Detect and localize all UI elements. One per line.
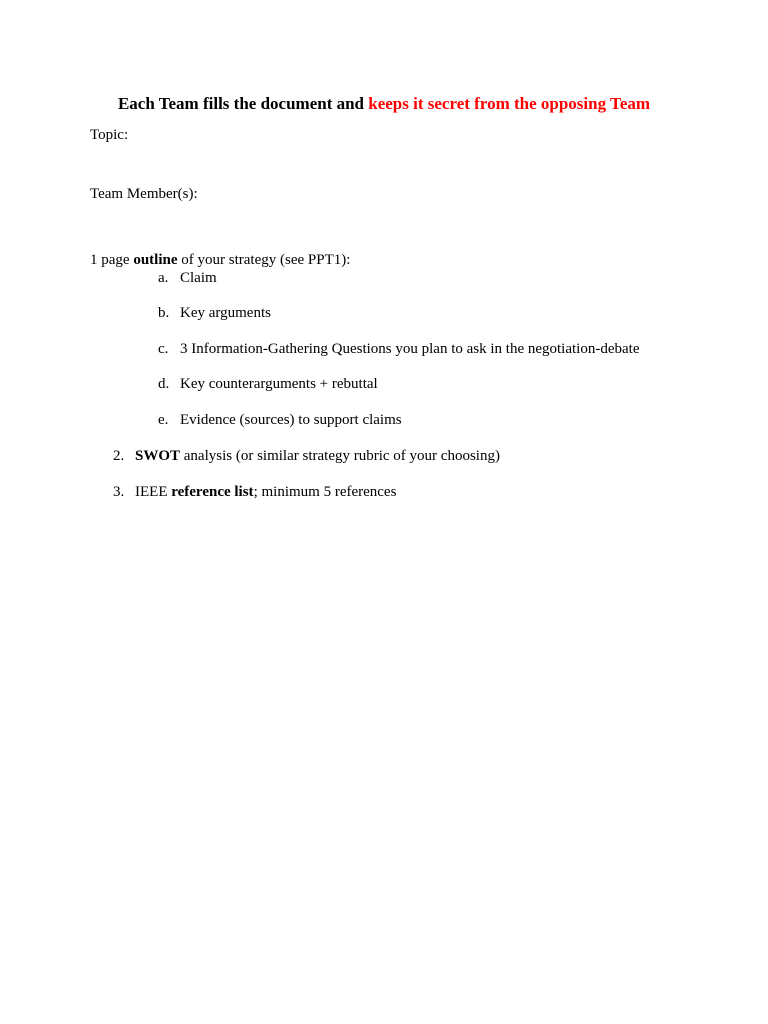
title-prefix: Each Team fills the document and <box>117 94 369 113</box>
list-item-text: 3 Information-Gathering Questions you plan to ask in the negotiation-debate <box>180 341 640 357</box>
list-item-text: Claim <box>180 270 217 286</box>
outline-prefix: 1 page <box>90 252 134 268</box>
outline-heading <box>90 250 350 270</box>
list-marker: 2. <box>113 448 125 464</box>
numbered-item <box>113 482 396 502</box>
outline-bold: outline <box>133 252 178 268</box>
document-title <box>0 92 768 116</box>
title-highlight: keeps it secret from the opposing Team <box>368 94 651 113</box>
list-item-text: Key counterarguments + rebuttal <box>180 376 378 392</box>
item-suffix: ; minimum 5 references <box>253 484 397 500</box>
list-marker: a. <box>158 270 169 286</box>
outline-item <box>158 374 378 394</box>
outline-item <box>158 339 639 359</box>
list-marker: b. <box>158 305 170 321</box>
outline-item <box>158 410 402 430</box>
numbered-item <box>113 446 500 466</box>
outline-item <box>158 268 217 288</box>
list-item-text: Key arguments <box>180 305 271 321</box>
list-marker: 3. <box>113 484 125 500</box>
item-suffix: analysis (or similar strategy rubric of your choosing) <box>180 448 500 464</box>
list-marker: e. <box>158 412 169 428</box>
team-members-label: Team Member(s): <box>90 186 198 202</box>
outline-suffix: of your strategy (see PPT1): <box>177 252 351 268</box>
list-marker: c. <box>158 341 169 357</box>
item-bold: SWOT <box>135 448 181 464</box>
item-prefix: IEEE <box>135 484 172 500</box>
outline-item <box>158 303 271 323</box>
item-bold: reference list <box>171 484 254 500</box>
list-item-text: Evidence (sources) to support claims <box>180 412 402 428</box>
topic-label: Topic: <box>90 127 129 143</box>
list-marker: d. <box>158 376 170 392</box>
